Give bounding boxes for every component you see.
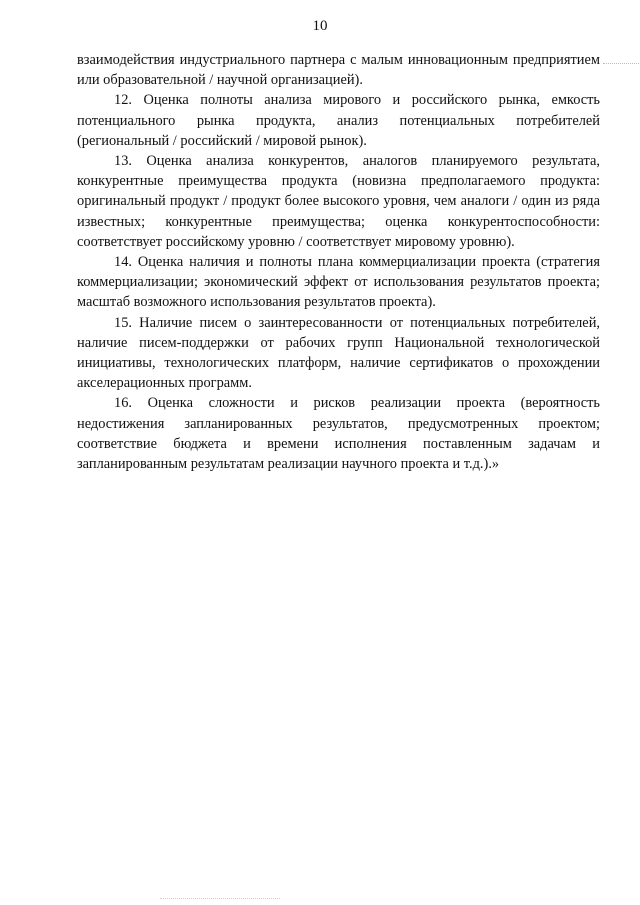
paragraph-item-12: 12. Оценка полноты анализа мирового и российского рынка, емкость потенциального рынка продукта, анализ потенциальных потребителей (региональный / российский / мировой рынок). bbox=[77, 92, 600, 149]
scan-artifact-line bbox=[603, 63, 639, 64]
paragraph-item-14: 14. Оценка наличия и полноты плана коммерциализации проекта (стратегия коммерциализации; экономический эффект от использования результатов проекта; масштаб возможного использования результатов проекта). bbox=[77, 254, 600, 311]
document-body bbox=[77, 50, 600, 474]
scan-artifact-line-bottom bbox=[160, 898, 280, 899]
paragraph-item-16: 16. Оценка сложности и рисков реализации проекта (вероятность недостижения запланированных результатов, предусмотренных проектом; соответствие бюджета и времени исполнения поставленным задачам и запланированным результатам реализации научного проекта и т.д.).» bbox=[77, 395, 600, 473]
paragraph-item-15: 15. Наличие писем о заинтересованности от потенциальных потребителей, наличие писем-поддержки от рабочих групп Национальной технологической инициативы, технологических платформ, наличие сертификатов о прохождении акселерационных программ. bbox=[77, 314, 600, 392]
paragraph-continuation: взаимодействия индустриального партнера с малым инновационным предприятием или образовательной / научной организацией). bbox=[77, 52, 600, 89]
paragraph-item-13: 13. Оценка анализа конкурентов, аналогов планируемого результата, конкурентные преимущества продукта (новизна предполагаемого продукта: оригинальный продукт / продукт более высокого уровня, чем аналоги / один из ряда известных; конкурентные преимущества; оценка конкурентоспособности: соответствует российскому уровню / соответствует мировому уровню). bbox=[77, 153, 600, 250]
page-number: 10 bbox=[312, 18, 328, 34]
